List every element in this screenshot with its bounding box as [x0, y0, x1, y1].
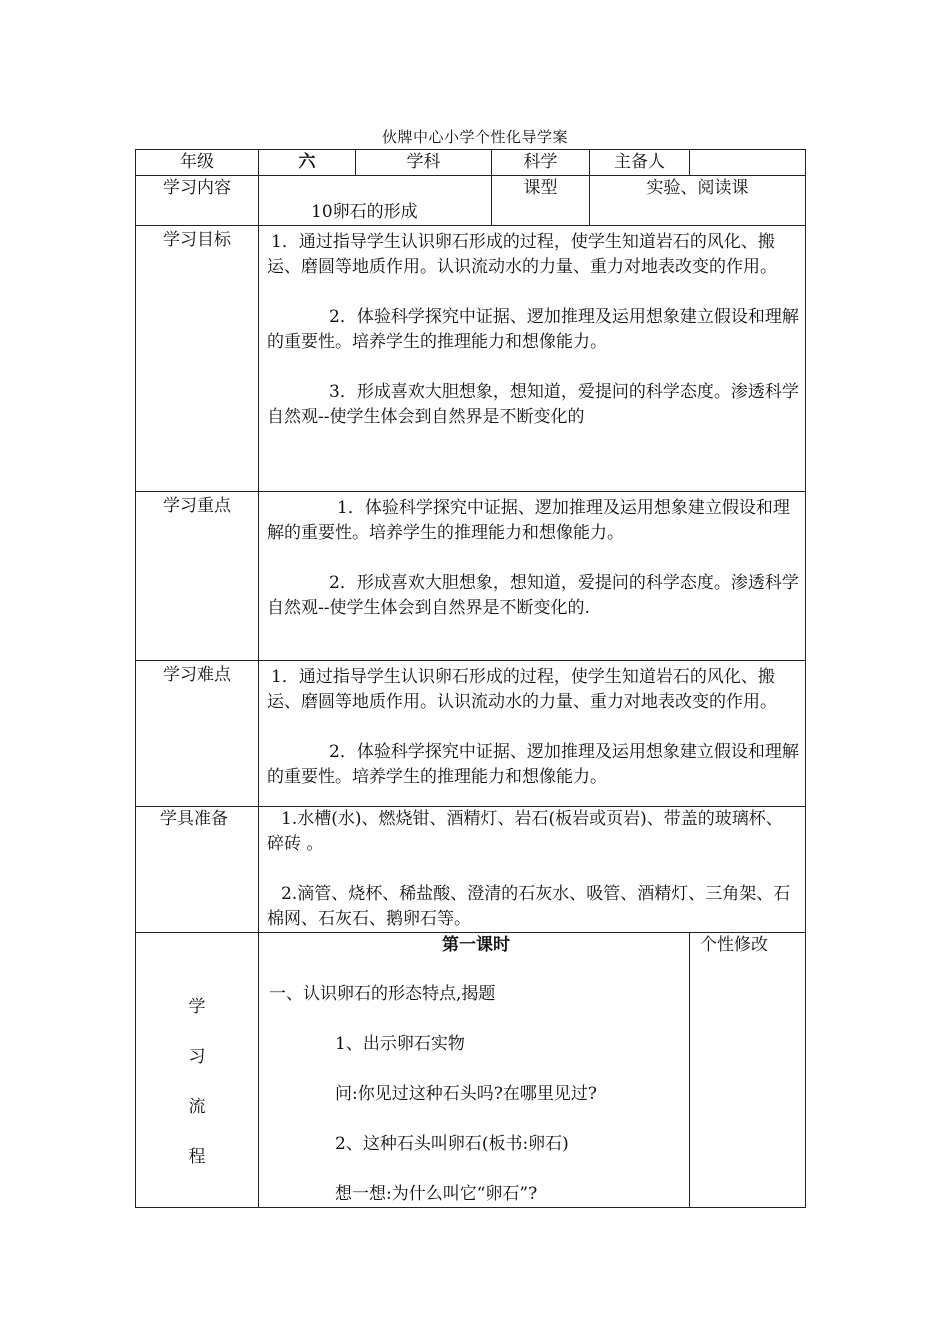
- material-item: 2.滴管、烧杯、稀盐酸、澄清的石灰水、吸管、酒精灯、三角架、石棉网、石灰石、鹅卵石等。: [267, 884, 791, 929]
- difficulty-item: 1．通过指导学生认识卵石形成的过程，使学生知道岩石的风化、搬运、磨圆等地质作用。认识流动水的力量、重力对地表改变的作用。: [267, 667, 777, 712]
- process-label-char: 程: [188, 1147, 206, 1167]
- key-points-label: 学习重点: [136, 492, 259, 661]
- type-label: 课型: [492, 176, 590, 226]
- key-points-row: [136, 492, 806, 661]
- header-row: [136, 150, 806, 176]
- lesson-plan-table: [135, 149, 806, 1208]
- document-title: 伙牌中心小学个性化导学案: [381, 128, 568, 146]
- difficulties-label: 学习难点: [136, 661, 259, 807]
- objective-item: 2．体验科学探究中证据、逻加推理及运用想象建立假设和理解的重要性。培养学生的推理能力和想像能力。: [267, 307, 799, 352]
- notes-label: 个性修改: [700, 935, 768, 955]
- preparer-value: [690, 150, 806, 176]
- notes-column: [690, 933, 806, 1208]
- lesson-line: 问:你见过这种石头吗?在哪里见过?: [335, 1084, 597, 1104]
- lesson-line: 1、出示卵石实物: [335, 1034, 465, 1054]
- objectives-label: 学习目标: [136, 226, 259, 492]
- objectives-row: [136, 226, 806, 492]
- materials-label: 学具准备: [136, 807, 259, 933]
- key-point-item: 1．体验科学探究中证据、逻加推理及运用想象建立假设和理解的重要性。培养学生的推理能力和想像能力。: [267, 498, 790, 543]
- type-value: 实验、阅读课: [590, 176, 806, 226]
- difficulties-row: [136, 661, 806, 807]
- key-points-content: [259, 492, 806, 661]
- materials-content: [259, 807, 806, 933]
- lesson-title: 第一课时: [442, 935, 510, 955]
- lesson-line: 想一想:为什么叫它“卵石”?: [335, 1184, 538, 1204]
- key-point-item: 2．形成喜欢大胆想象，想知道，爱提问的科学态度。渗透科学自然观--使学生体会到自然界是不断变化的.: [267, 573, 799, 618]
- subject-value: 科学: [492, 150, 590, 176]
- objective-item: 3．形成喜欢大胆想象，想知道，爱提问的科学态度。渗透科学自然观--使学生体会到自然界是不断变化的: [267, 382, 799, 427]
- process-label-char: 流: [188, 1097, 206, 1117]
- objectives-content: [259, 226, 806, 492]
- material-item: 1.水槽(水)、燃烧钳、酒精灯、岩石(板岩或页岩)、带盖的玻璃杯、碎砖 。: [267, 809, 783, 854]
- lesson-line: 2、这种石头叫卵石(板书:卵石): [335, 1134, 569, 1154]
- subject-label: 学科: [356, 150, 492, 176]
- grade-label: 年级: [136, 150, 259, 176]
- difficulty-item: 2．体验科学探究中证据、逻加推理及运用想象建立假设和理解的重要性。培养学生的推理能力和想像能力。: [267, 742, 799, 787]
- content-row: [136, 176, 806, 226]
- content-value: 10卵石的形成: [259, 176, 492, 226]
- process-label-char: 习: [188, 1047, 206, 1067]
- preparer-label: 主备人: [590, 150, 690, 176]
- lesson-line: 一、认识卵石的形态特点,揭题: [269, 984, 496, 1004]
- grade-value: 六: [259, 150, 356, 176]
- difficulties-content: [259, 661, 806, 807]
- lesson-content: [259, 933, 690, 1208]
- process-row: [136, 933, 806, 1208]
- objective-item: 1．通过指导学生认识卵石形成的过程，使学生知道岩石的风化、搬运、磨圆等地质作用。认识流动水的力量、重力对地表改变的作用。: [267, 232, 777, 277]
- materials-row: [136, 807, 806, 933]
- process-label: [136, 933, 259, 1208]
- process-label-char: 学: [188, 997, 206, 1017]
- content-label: 学习内容: [136, 176, 259, 226]
